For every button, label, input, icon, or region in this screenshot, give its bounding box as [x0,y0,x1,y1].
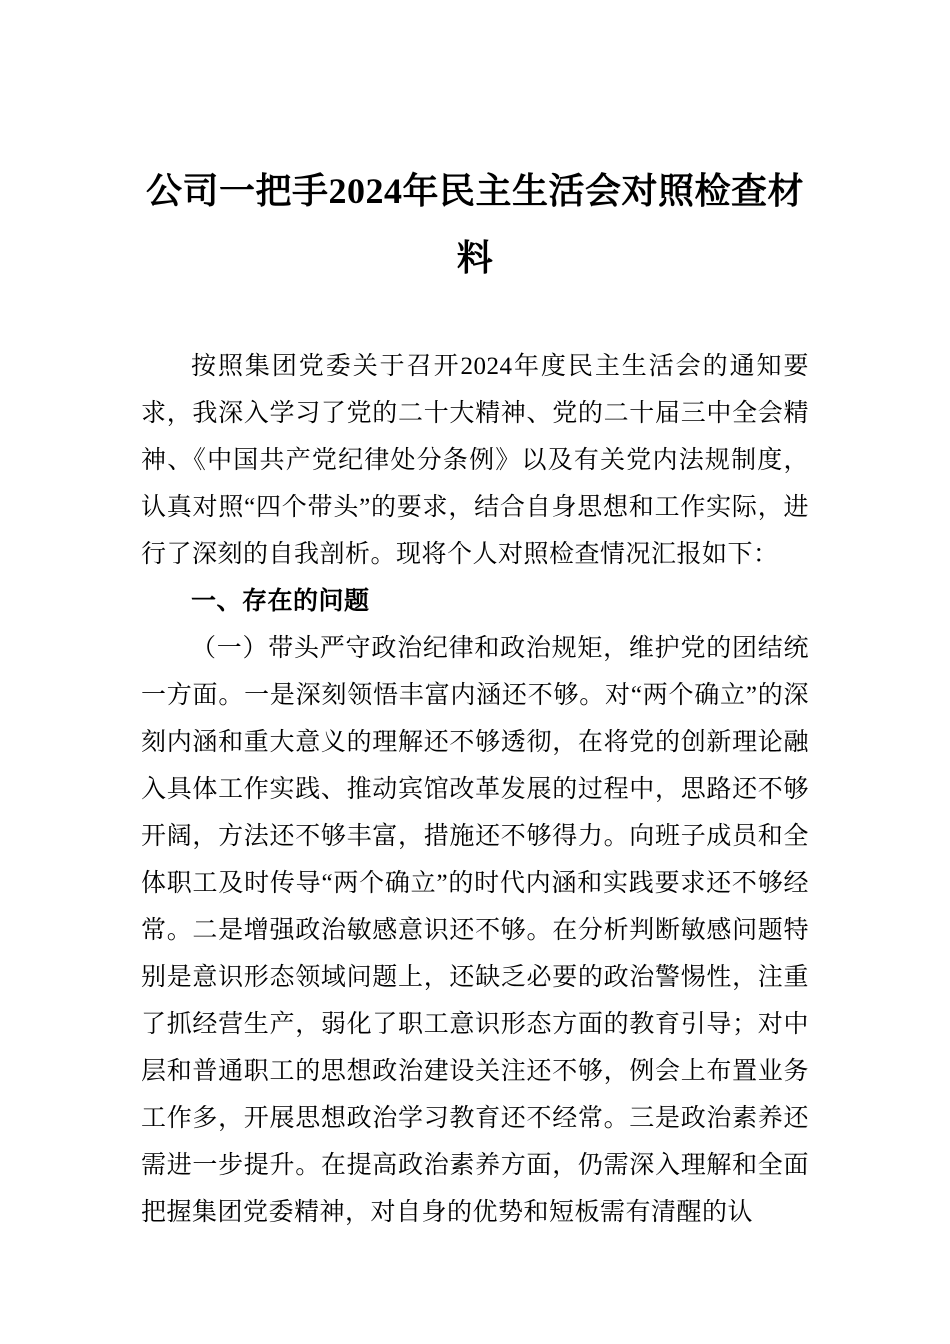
document-body [141,343,809,1236]
intro-paragraph: 按照集团党委关于召开2024年度民主生活会的通知要求，我深入学习了党的二十大精神、党的二十届三中全会精神、《中国共产党纪律处分条例》以及有关党内法规制度，认真对照“四个带头”的要求，结合自身思想和工作实际，进行了深刻的自我剖析。现将个人对照检查情况汇报如下： [141,353,809,569]
section-heading-problems: 一、存在的问题 [191,588,370,616]
document-title: 公司一把手2024年民主生活会对照检查材料 [145,171,804,278]
section-paragraph: （一）带头严守政治纪律和政治规矩，维护党的团结统一方面。一是深刻领悟丰富内涵还不够。对“两个确立”的深刻内涵和重大意义的理解还不够透彻，在将党的创新理论融入具体工作实践、推动宾馆改革发展的过程中，思路还不够开阔，方法还不够丰富，措施还不够得力。向班子成员和全体职工及时传导“两个确立”的时代内涵和实践要求还不够经常。二是增强政治敏感意识还不够。在分析判断敏感问题特别是意识形态领域问题上，还缺乏必要的政治警惕性，注重了抓经营生产，弱化了职工意识形态方面的教育引导；对中层和普通职工的思想政治建设关注还不够，例会上布置业务工作多，开展思想政治学习教育还不经常。三是政治素养还需进一步提升。在提高政治素养方面，仍需深入理解和全面把握集团党委精神，对自身的优势和短板需有清醒的认 [141,635,809,1227]
